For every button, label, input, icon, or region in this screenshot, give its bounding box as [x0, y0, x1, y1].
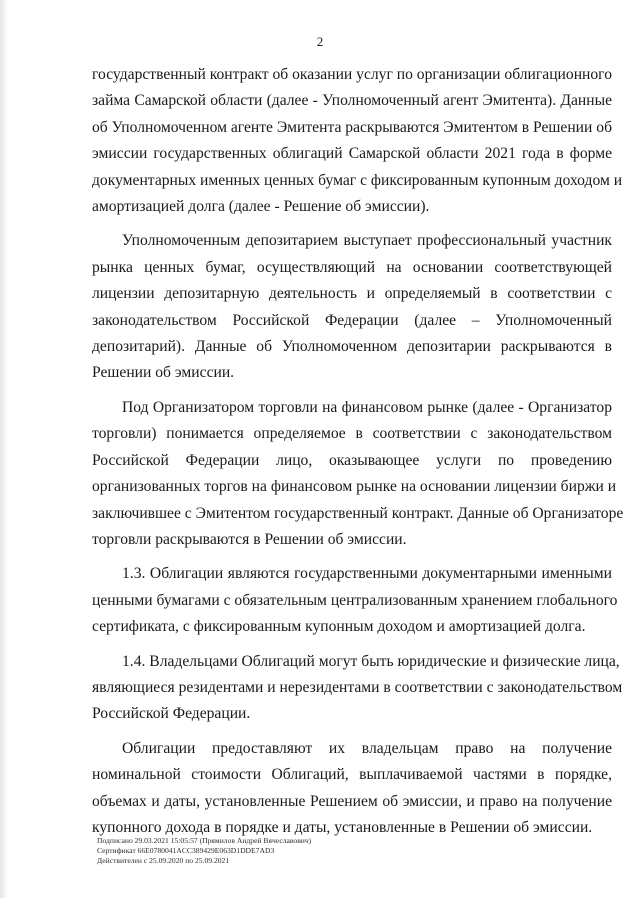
text-line: торговли раскрываются в Решении об эмиссии. [92, 530, 407, 548]
text-line: займа Самарской области (далее - Уполномоченный агент Эмитента). Данные [92, 92, 612, 110]
text-line: 1.3. Облигации являются государственными документарными именными [122, 565, 612, 583]
text-line: рынка ценных бумаг, осуществляющий на основании соответствующей [92, 258, 612, 276]
text-line: ценными бумагами с обязательным централизованным хранением глобального [92, 591, 618, 609]
text-line: заключившее с Эмитентом государственный контракт. Данные об Организаторе [92, 504, 624, 522]
signature-validity: Действителен с 25.09.2020 по 25.09.2021 [97, 856, 230, 865]
text-line: лицензии депозитарную деятельность и определяемый в соответствии с [92, 285, 612, 303]
text-line: депозитарий). Данные об Уполномоченном депозитарии раскрываются в [92, 338, 612, 356]
scan-edge [0, 0, 8, 898]
page-number: 2 [316, 34, 324, 49]
text-line: купонного дохода в порядке и даты, установленные в Решении об эмиссии. [92, 818, 593, 836]
text-line: амортизацией долга (далее - Решение об эмиссии). [92, 198, 430, 216]
digital-signature-stamp [97, 836, 311, 866]
text-line: номинальной стоимости Облигаций, выплачиваемой частями в порядке, [92, 766, 612, 784]
paragraph [92, 62, 623, 220]
paragraph [92, 736, 612, 842]
text-line: 1.4. Владельцами Облигаций могут быть юридические и физические лица, [122, 652, 620, 670]
text-line: государственный контракт об оказании услуг по организации облигационного [92, 66, 612, 83]
text-line: Уполномоченным депозитарием выступает профессиональный участник [122, 232, 612, 250]
text-line: являющиеся резидентами и нерезидентами в соответствии с законодательством [92, 678, 623, 696]
text-line: Под Организатором торговли на финансовом рынке (далее - Организатор [122, 398, 612, 416]
text-line: об Уполномоченном агенте Эмитента раскрываются Эмитентом в Решении об [92, 118, 612, 136]
signature-certificate: Сертификат 66E0780041ACC389429E063D1DDE7AD3 [97, 846, 275, 855]
text-line: Российской Федерации. [92, 705, 251, 723]
paragraph [92, 561, 618, 640]
document-body [92, 62, 624, 841]
text-line: сертификата, с фиксированным купонным доходом и амортизацией долга. [92, 618, 586, 636]
text-line: организованных торгов на финансовом рынке на основании лицензии биржи и [92, 478, 617, 496]
text-line: Российской Федерации лицо, оказывающее услуги по проведению [92, 451, 612, 469]
text-line: документарных именных ценных бумаг с фиксированным купонным доходом и [92, 171, 623, 189]
text-line: Решении об эмиссии. [92, 364, 235, 382]
paragraph [92, 395, 624, 553]
paragraph [92, 649, 623, 728]
text-line: законодательством Российской Федерации (далее – Уполномоченный [92, 311, 612, 329]
text-line: эмиссии государственных облигаций Самарской области 2021 года в форме [92, 145, 612, 163]
paragraph [92, 228, 612, 386]
text-line: объемах и даты, установленные Решением об эмиссии, и право на получение [92, 792, 612, 810]
signature-signed: Подписано 29.03.2021 15:05:57 (Прямилов Андрей Вячеславович) [97, 836, 312, 845]
text-line: Облигации предоставляют их владельцам право на получение [122, 739, 612, 757]
text-line: торговли) понимается определяемое в соответствии с законодательством [92, 425, 612, 443]
